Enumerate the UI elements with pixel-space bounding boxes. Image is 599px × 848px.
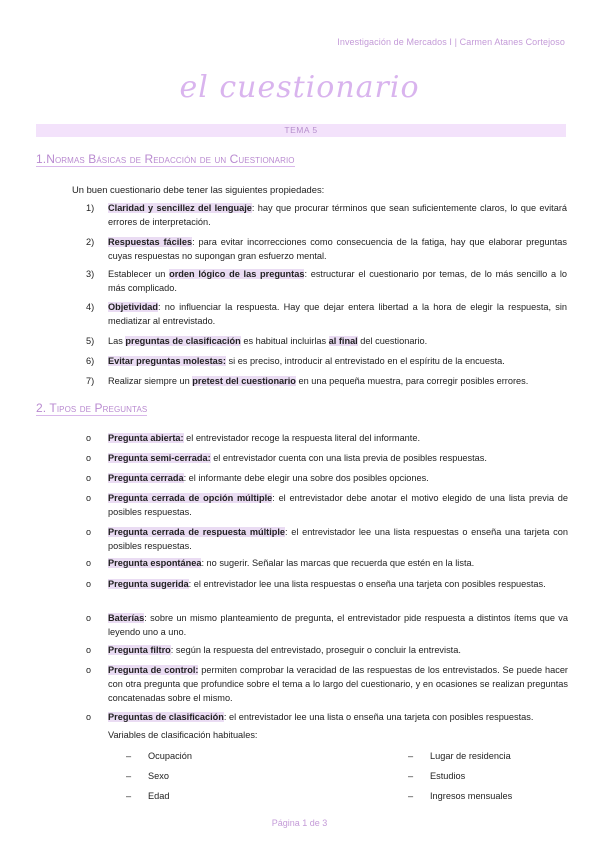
bullet-icon: o <box>86 493 92 503</box>
list-text: : el entrevistador lee una lista respuestas o enseña una tarjeta con posibles respuestas. <box>108 527 568 551</box>
bullet-icon: o <box>86 712 92 722</box>
variable-text: Ingresos mensuales <box>430 791 513 801</box>
list-text: : el informante debe elegir una sobre dos posibles opciones. <box>183 473 429 483</box>
list-text: : hay que procurar términos que sean suficientemente claros, lo que evitará errores de interpretación. <box>108 203 567 227</box>
section-1-heading: 1.Normas Básicas de Redacción de un Cuestionario <box>36 152 295 166</box>
list-text: : no influenciar la respuesta. Hay que dejar entera libertad a la hora de elegir la respuesta, sin mediatizar al entrevistado. <box>108 302 567 326</box>
section-1-intro: Un buen cuestionario debe tener las siguientes propiedades: <box>72 184 325 195</box>
list-term: Objetividad <box>108 302 159 312</box>
bullet-icon: o <box>86 645 92 655</box>
list-term: Evitar preguntas molestas: <box>108 356 226 366</box>
list-text-pre: Establecer un <box>108 269 170 279</box>
list-term: preguntas de clasificación <box>125 336 241 346</box>
list-term: Pregunta filtro <box>108 645 171 655</box>
list-text-pre: Las <box>108 336 126 346</box>
list-term: Claridad y sencillez del lenguaje <box>108 203 252 213</box>
list-number: 1) <box>86 203 95 213</box>
variable-text: Lugar de residencia <box>430 751 511 761</box>
bullet-icon: o <box>86 453 92 463</box>
dash-icon: – <box>126 771 132 781</box>
list-number: 2) <box>86 237 95 247</box>
list-number: 5) <box>86 336 95 346</box>
bullet-icon: o <box>86 558 92 568</box>
list-term: Pregunta espontánea <box>108 558 202 568</box>
topic-bar: TEMA 5 <box>36 124 566 137</box>
bullet-icon: o <box>86 665 92 675</box>
variable-text: Ocupación <box>148 751 192 761</box>
list-term: Baterías <box>108 613 145 623</box>
list-text: el entrevistador cuenta con una lista previa de posibles respuestas. <box>210 453 487 463</box>
list-text: : el entrevistador debe anotar el motivo elegido de una lista previa de posibles respuestas. <box>108 493 568 517</box>
list-text: permiten comprobar la veracidad de las respuestas de los entrevistados. Se puede hacer con otra pregunta que profundice sobre el tema a lo largo del cuestionario, y en ocasiones se realizan preguntas concatenadas sobre el mismo. <box>108 665 568 703</box>
list-text: : el entrevistador lee una lista respuestas o enseña una tarjeta con posibles respuestas. <box>188 579 546 589</box>
bullet-icon: o <box>86 473 92 483</box>
list-text-pre: Realizar siempre un <box>108 376 193 386</box>
bullet-icon: o <box>86 527 92 537</box>
dash-icon: – <box>408 751 414 761</box>
dash-icon: – <box>408 771 414 781</box>
list-term: Preguntas de clasificación <box>108 712 224 722</box>
list-term: orden lógico de las preguntas <box>169 269 305 279</box>
list-term: Pregunta cerrada <box>108 473 184 483</box>
list-text: : estructurar el cuestionario por temas, de lo más sencillo a lo más complicado. <box>108 269 567 293</box>
list-term: Pregunta cerrada de respuesta múltiple <box>108 527 286 537</box>
list-text: el entrevistador recoge la respuesta literal del informante. <box>183 433 421 443</box>
list-term: Pregunta sugerida <box>108 579 189 589</box>
dash-icon: – <box>126 791 132 801</box>
page-title: el cuestionario <box>179 70 420 105</box>
page-footer: Página 1 de 3 <box>271 818 328 828</box>
list-term: Pregunta semi-cerrada: <box>108 453 211 463</box>
list-term: Pregunta abierta: <box>108 433 184 443</box>
list-text: : no sugerir. Señalar las marcas que recuerda que estén en la lista. <box>201 558 475 568</box>
list-term: Respuestas fáciles <box>108 237 193 247</box>
list-text: : el entrevistador lee una lista o enseña una tarjeta con posibles respuestas. <box>223 712 534 722</box>
list-number: 7) <box>86 376 95 386</box>
variables-label: Variables de clasificación habituales: <box>108 730 258 740</box>
list-text: : sobre un mismo planteamiento de pregunta, el entrevistador pide respuesta a distintos ítems que va leyendo uno a uno. <box>108 613 568 637</box>
bullet-icon: o <box>86 613 92 623</box>
list-text: en una pequeña muestra, para corregir posibles errores. <box>295 376 529 386</box>
dash-icon: – <box>408 791 414 801</box>
list-number: 3) <box>86 269 95 279</box>
variable-text: Edad <box>148 791 170 801</box>
list-term: Pregunta cerrada de opción múltiple <box>108 493 273 503</box>
variable-text: Sexo <box>148 771 169 781</box>
section-2-heading: 2. Tipos de Preguntas <box>36 401 148 415</box>
list-number: 6) <box>86 356 95 366</box>
variable-text: Estudios <box>430 771 466 781</box>
list-text-2: del cuestionario. <box>357 336 428 346</box>
bullet-icon: o <box>86 433 92 443</box>
list-text: si es preciso, introducir al entrevistado en el espíritu de la encuesta. <box>225 356 505 366</box>
list-text: : según la respuesta del entrevistado, proseguir o concluir la entrevista. <box>170 645 461 655</box>
list-term: pretest del cuestionario <box>192 376 296 386</box>
list-text: : para evitar incorrecciones como consecuencia de la fatiga, hay que elaborar preguntas cuyas respuestas no supongan gran esfuerzo mental. <box>108 237 567 261</box>
list-term: Pregunta de control: <box>108 665 199 675</box>
bullet-icon: o <box>86 579 92 589</box>
list-term-2: al final <box>328 336 358 346</box>
page-header: Investigación de Mercados I | Carmen Atanes Cortejoso <box>337 37 565 47</box>
list-number: 4) <box>86 302 95 312</box>
list-text: es habitual incluirlas <box>240 336 329 346</box>
dash-icon: – <box>126 751 132 761</box>
